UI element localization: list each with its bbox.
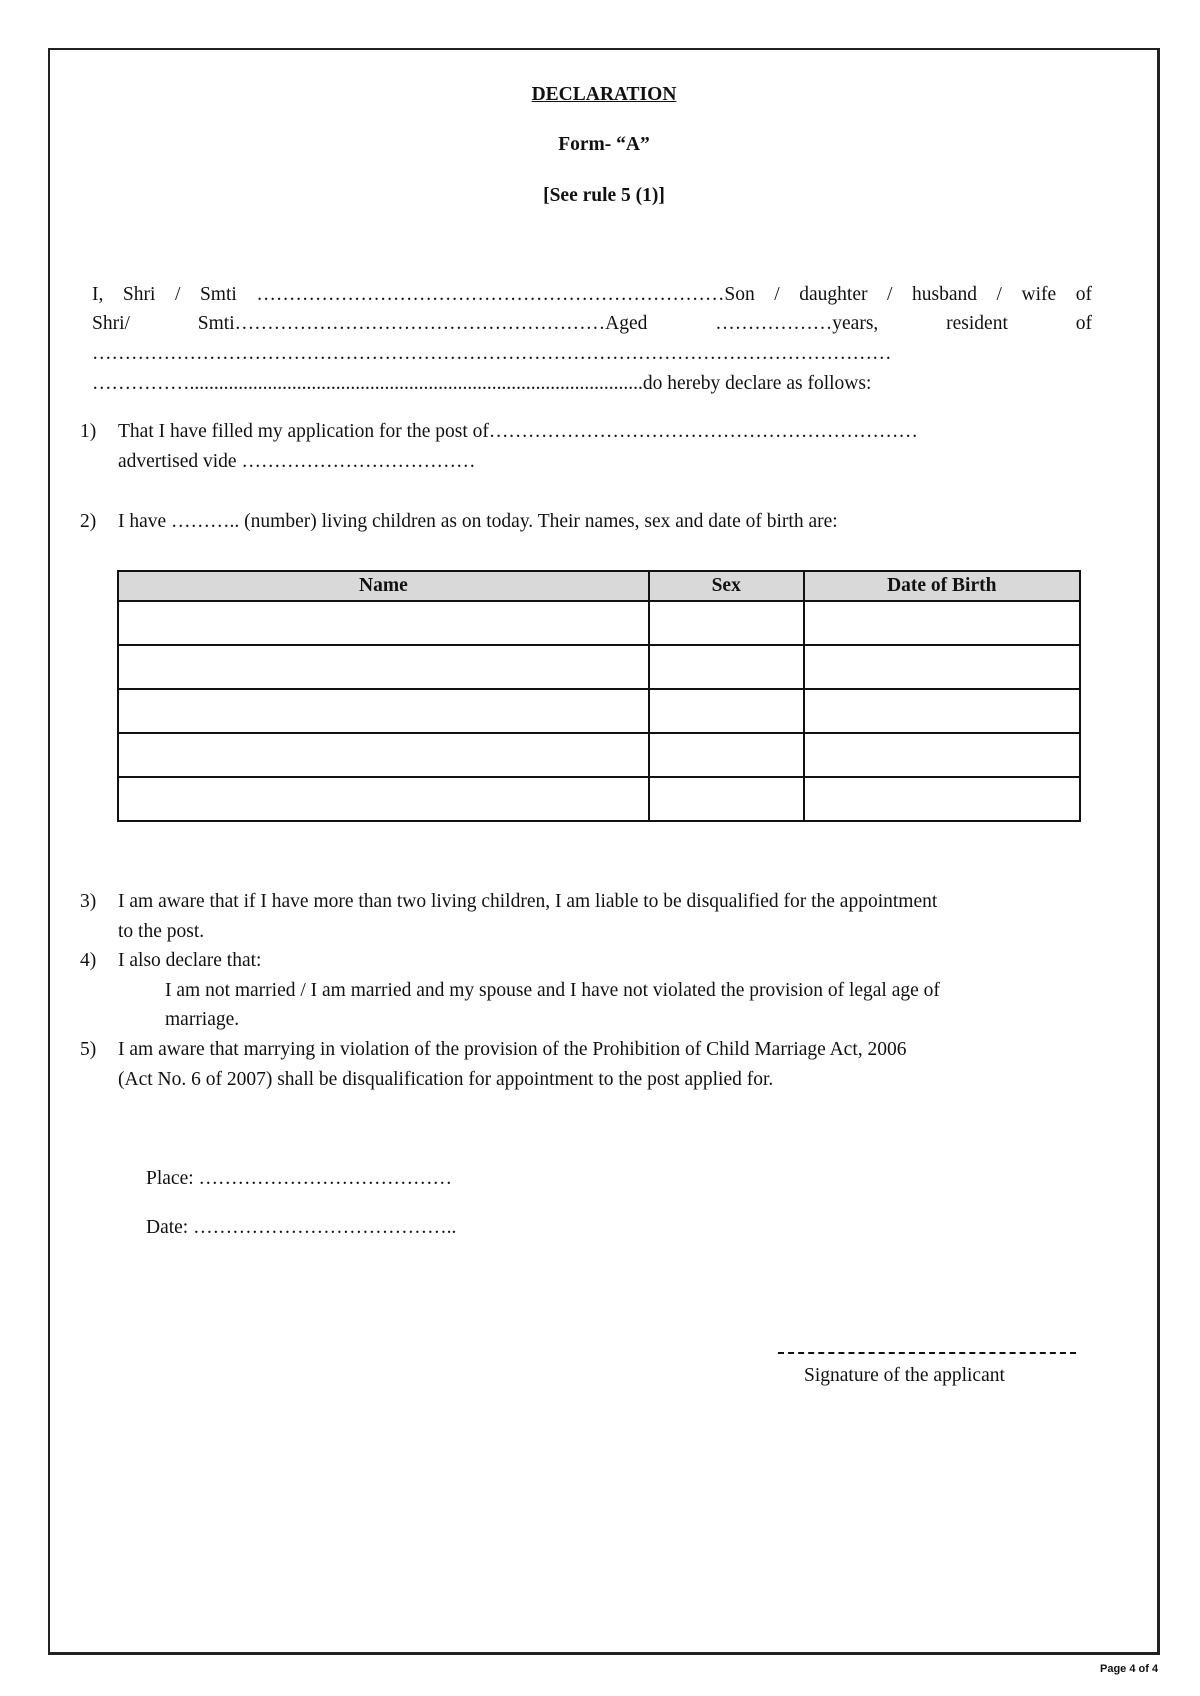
intro-line-3: …………………………………………………………………………………………………………… (92, 343, 892, 364)
name-cell[interactable] (118, 777, 649, 821)
item-2-text: I have ……….. (number) living children as on today. Their names, sex and date of birth are: (118, 511, 838, 532)
item-5-line-1: I am aware that marrying in violation of the provision of the Prohibition of Child Marriage Act, 2006 (118, 1039, 907, 1060)
item-number-2: 2) (80, 511, 97, 532)
intro-line-2: Shri/ Smti…………………………………………………Aged ………………years, resident of (92, 313, 1092, 334)
item-4-sub-line-2: marriage. (165, 1009, 240, 1030)
item-3-line-1: I am aware that if I have more than two living children, I am liable to be disqualified for the appointment (118, 891, 938, 912)
sex-cell[interactable] (649, 601, 804, 645)
name-cell[interactable] (118, 645, 649, 689)
table-row (118, 689, 1080, 733)
date-of-birth-cell[interactable] (804, 645, 1080, 689)
item-4-text: I also declare that: (118, 950, 262, 971)
children-table (117, 570, 1081, 822)
form-label: Form- “A” (558, 134, 650, 155)
item-1-line-2: advertised vide ……………………………… (118, 451, 476, 472)
item-5-line-2: (Act No. 6 of 2007) shall be disqualification for appointment to the post applied for. (118, 1069, 774, 1090)
item-number-4: 4) (80, 950, 97, 971)
intro-line-4: …………….............................................................................................do hereby declare as follows: (92, 373, 872, 394)
table-row (118, 733, 1080, 777)
document-title: DECLARATION (531, 84, 677, 105)
rule-reference: [See rule 5 (1)] (543, 185, 665, 206)
table-header-row (118, 571, 1080, 601)
date-of-birth-cell[interactable] (804, 777, 1080, 821)
item-1-line-1: That I have filled my application for the post of………………………………………………………… (118, 421, 918, 442)
item-number-5: 5) (80, 1039, 97, 1060)
table-row (118, 601, 1080, 645)
intro-line-1: I, Shri / Smti ………………………………………………………………Son / daughter / husband / wife of (92, 284, 1092, 305)
column-header-date-of-birth: Date of Birth (804, 571, 1080, 601)
date-field[interactable]: Date: ………………………………….. (146, 1217, 457, 1238)
date-of-birth-cell[interactable] (804, 733, 1080, 777)
item-number-1: 1) (80, 421, 97, 442)
page-number: Page 4 of 4 (1100, 1663, 1159, 1675)
signature-line[interactable] (778, 1352, 1076, 1354)
signature-label: Signature of the applicant (804, 1365, 1005, 1386)
item-4-sub-line-1: I am not married / I am married and my spouse and I have not violated the provision of legal age of (165, 980, 940, 1001)
place-field[interactable]: Place: ………………………………… (146, 1168, 453, 1189)
item-3-line-2: to the post. (118, 921, 205, 942)
table-row (118, 645, 1080, 689)
column-header-sex: Sex (649, 571, 804, 601)
name-cell[interactable] (118, 733, 649, 777)
sex-cell[interactable] (649, 645, 804, 689)
date-of-birth-cell[interactable] (804, 689, 1080, 733)
sex-cell[interactable] (649, 733, 804, 777)
sex-cell[interactable] (649, 689, 804, 733)
date-of-birth-cell[interactable] (804, 601, 1080, 645)
name-cell[interactable] (118, 689, 649, 733)
table-row (118, 777, 1080, 821)
item-number-3: 3) (80, 891, 97, 912)
name-cell[interactable] (118, 601, 649, 645)
column-header-name: Name (118, 571, 649, 601)
sex-cell[interactable] (649, 777, 804, 821)
